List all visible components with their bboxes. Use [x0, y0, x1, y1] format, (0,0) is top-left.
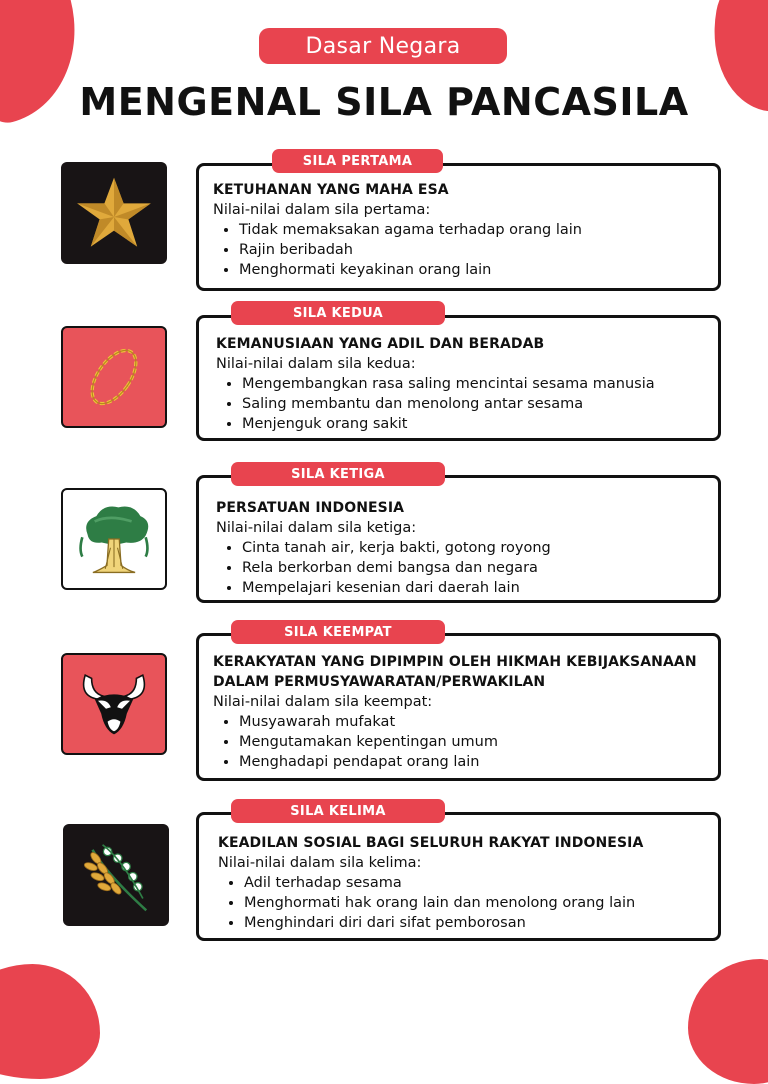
sila-title: KETUHANAN YANG MAHA ESA: [213, 182, 449, 198]
list-item: • Menghindari diri dari sifat pemborosan: [244, 913, 708, 933]
list-item: • Mengutamakan kepentingan umum: [239, 732, 708, 752]
banyan-tree-icon: [61, 488, 167, 590]
list-item: • Mengembangkan rasa saling mencintai sesama manusia: [242, 374, 708, 394]
list-item: • Saling membantu dan menolong antar sesama: [242, 394, 708, 414]
sila-card-3: [196, 475, 721, 603]
sila-title-continued: DALAM PERMUSYAWARATAN/PERWAKILAN: [213, 674, 546, 690]
sila-intro: Nilai-nilai dalam sila kedua:: [216, 356, 416, 372]
value-list: [213, 220, 708, 280]
sila-card-1: [196, 163, 721, 291]
list-item: • Menjenguk orang sakit: [242, 414, 708, 434]
list-item: • Menghadapi pendapat orang lain: [239, 752, 708, 772]
sila-tab-1: SILA PERTAMA: [272, 149, 443, 173]
header-pill: Dasar Negara: [259, 28, 507, 64]
value-list: [213, 712, 708, 772]
sila-title: KERAKYATAN YANG DIPIMPIN OLEH HIKMAH KEBIJAKSANAAN: [213, 654, 697, 670]
decorative-blob-bottom-right: [688, 959, 768, 1084]
star-icon: [61, 162, 167, 264]
list-item: • Tidak memaksakan agama terhadap orang lain: [239, 220, 708, 240]
sila-tab-4: SILA KEEMPAT: [231, 620, 445, 644]
list-item: • Musyawarah mufakat: [239, 712, 708, 732]
list-item: • Rela berkorban demi bangsa dan negara: [242, 558, 708, 578]
list-item: • Menghormati hak orang lain dan menolong orang lain: [244, 893, 708, 913]
chain-icon: [61, 326, 167, 428]
sila-title: PERSATUAN INDONESIA: [216, 500, 405, 516]
sila-tab-5: SILA KELIMA: [231, 799, 445, 823]
sila-card-2: [196, 315, 721, 441]
list-item: • Adil terhadap sesama: [244, 873, 708, 893]
sila-title: KEADILAN SOSIAL BAGI SELURUH RAKYAT INDONESIA: [218, 835, 644, 851]
value-list: [216, 538, 708, 598]
list-item: • Mempelajari kesenian dari daerah lain: [242, 578, 708, 598]
value-list: [218, 873, 708, 933]
sila-intro: Nilai-nilai dalam sila pertama:: [213, 202, 431, 218]
sila-title: KEMANUSIAAN YANG ADIL DAN BERADAB: [216, 336, 545, 352]
list-item: • Rajin beribadah: [239, 240, 708, 260]
sila-card-4: [196, 633, 721, 781]
sila-tab-2: SILA KEDUA: [231, 301, 445, 325]
bull-head-icon: [61, 653, 167, 755]
list-item: • Cinta tanah air, kerja bakti, gotong royong: [242, 538, 708, 558]
rice-cotton-icon: [63, 824, 169, 926]
sila-card-5: [196, 812, 721, 941]
page-title: MENGENAL SILA PANCASILA: [79, 80, 689, 124]
decorative-blob-bottom-left: [0, 964, 100, 1079]
list-item: • Menghormati keyakinan orang lain: [239, 260, 708, 280]
value-list: [216, 374, 708, 434]
sila-intro: Nilai-nilai dalam sila kelima:: [218, 855, 422, 871]
sila-intro: Nilai-nilai dalam sila ketiga:: [216, 520, 417, 536]
sila-tab-3: SILA KETIGA: [231, 462, 445, 486]
sila-intro: Nilai-nilai dalam sila keempat:: [213, 694, 433, 710]
